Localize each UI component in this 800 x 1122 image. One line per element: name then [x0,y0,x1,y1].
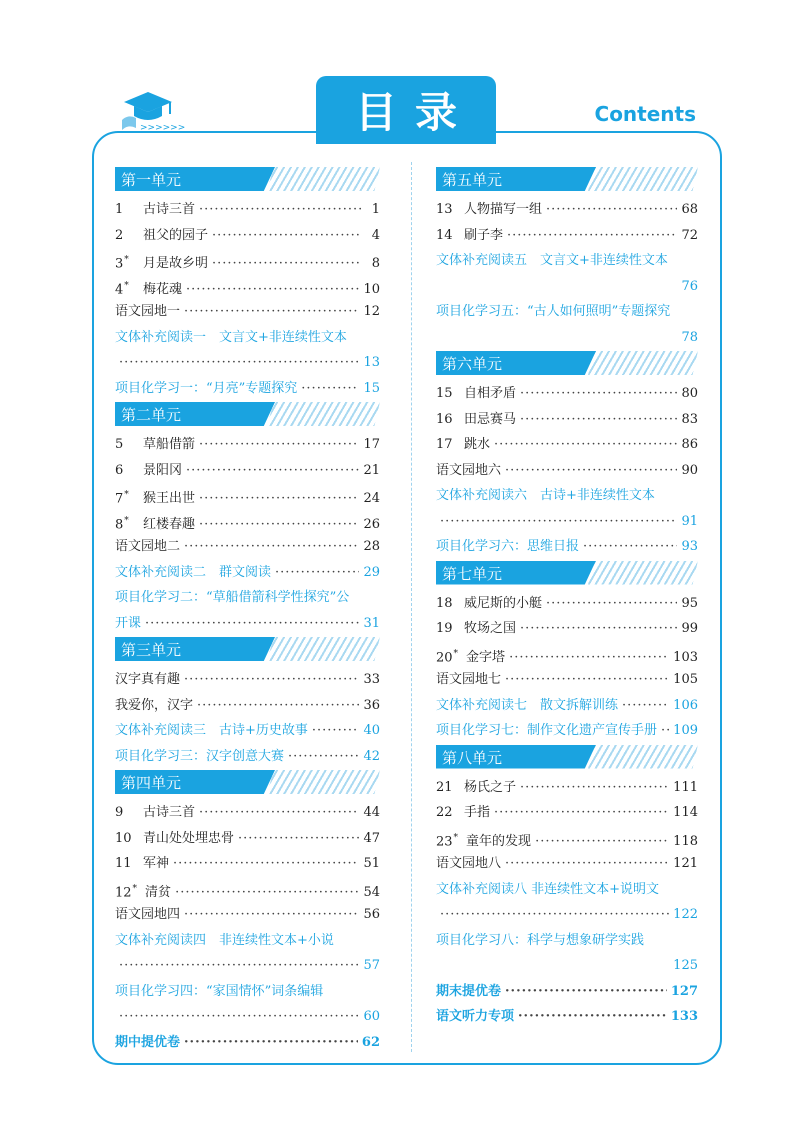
entry-title: 文体补充阅读八 非连续性文本+说明文 [436,881,660,897]
entry-star: * [453,648,459,659]
entry-title: 威尼斯的小艇 [464,595,543,611]
entry-title: 人物描写一组 [464,202,543,217]
entry-title: 项目化学习四：“家国情怀”词条编辑 [115,983,324,999]
page-number: 42 [363,748,380,764]
unit-header [436,561,698,585]
entry-title: 文体补充阅读一 文言文+非连续性文本 [115,329,347,345]
entry-title: 金字塔 [466,649,506,665]
entry-number: 21 [436,779,453,795]
entry-title: 跳水 [464,437,491,452]
page-number: 122 [673,907,698,922]
leader-dots [238,826,359,852]
leader-dots [199,800,359,826]
leader-dots [505,851,669,877]
toc-entry[interactable] [436,902,698,928]
leader-dots [507,223,677,249]
toc-entry[interactable] [436,483,698,509]
page-number: 127 [670,983,698,999]
entry-title: 文体补充阅读二 群文阅读 [115,564,272,580]
page-number: 105 [673,672,698,687]
toc-entry[interactable] [436,979,698,1005]
entry-title: 开课 [115,615,142,631]
column-divider [411,162,412,1052]
toc-entry[interactable] [436,667,698,693]
entry-title: 军神 [143,856,170,871]
page-number: 33 [363,672,380,687]
entry-title: 自相矛盾 [464,386,517,401]
entry-number: 13 [436,202,453,217]
toc-entry[interactable] [436,775,698,801]
page-number: 72 [681,227,698,243]
entry-title: 汉字真有趣 [115,672,181,687]
entry-title: 语文园地七 [436,672,502,687]
entry-title: 牧场之国 [464,621,517,636]
entry-title: 项目化学习七：制作文化遗产宣传手册 [436,723,658,738]
toc-entry[interactable] [436,851,698,877]
page-number: 29 [363,564,380,580]
leader-dots [197,693,359,719]
toc-entry[interactable] [115,744,380,770]
page-number: 80 [681,386,698,401]
unit-header [436,351,698,375]
page-number: 60 [363,1009,380,1024]
toc-entry[interactable] [115,350,380,376]
page-number: 90 [681,462,698,478]
toc-entry[interactable] [115,877,380,903]
page-number: 12 [363,304,380,319]
entry-number: 19 [436,621,453,636]
entry-title: 清贫 [145,884,172,900]
toc-entry[interactable] [115,248,380,274]
toc-left-column [115,166,380,1055]
page-number: 86 [681,437,698,452]
entry-title: 手指 [464,805,491,820]
unit-header-stripes [267,167,380,191]
leader-dots [288,744,359,770]
toc-entry[interactable] [436,299,698,325]
toc-entry[interactable] [115,928,380,954]
toc-entry[interactable] [115,325,380,351]
unit-title: 第七单元 [442,564,503,583]
entry-title: 项目化学习五：“古人如何照明”专题探究 [436,304,671,319]
leader-dots [505,458,677,484]
entry-number: 17 [436,437,453,452]
unit-title: 第六单元 [442,355,503,373]
toc-entry[interactable] [436,248,698,274]
entry-number: 12* [115,883,138,900]
toc-entry[interactable] [436,1004,698,1030]
toc-entry[interactable] [436,274,698,300]
entry-title: 青山处处埋忠骨 [143,830,235,846]
page-number: 24 [363,491,380,507]
entry-number: 11 [115,856,132,871]
page-number: 21 [363,462,380,478]
toc-entry[interactable] [436,458,698,484]
leader-dots [312,718,360,744]
leader-dots [505,979,667,1005]
entry-number: 14 [436,227,453,243]
entry-number: 9 [115,805,124,820]
page-number: 99 [681,621,698,636]
svg-text:>>>>>>: >>>>>> [140,123,186,133]
page-number: 54 [363,884,380,900]
entry-title: 项目化学习三：汉字创意大赛 [115,748,285,764]
entry-title: 祖父的园子 [143,227,209,243]
entry-title: 语文园地六 [436,462,502,478]
toc-right-column [436,166,698,1030]
leader-dots [184,1030,358,1056]
unit-title: 第四单元 [121,774,182,792]
page-number: 111 [673,779,698,795]
leader-dots [583,534,677,560]
entry-number: 1 [115,202,124,217]
entry-title: 文体补充阅读三 古诗+历史故事 [115,723,308,738]
toc-entry[interactable] [436,877,698,903]
leader-dots [518,1004,667,1030]
entry-title: 我爱你，汉字 [115,697,194,713]
page-number: 95 [681,595,698,611]
leader-dots [661,718,669,744]
entry-title: 文体补充阅读六 古诗+非连续性文本 [436,488,655,503]
unit-title: 第五单元 [442,171,503,189]
entry-star: * [124,280,129,291]
entry-title: 语文园地八 [436,856,502,871]
page-number: 91 [681,513,698,529]
leader-dots [301,376,359,402]
entry-number: 22 [436,805,453,820]
entry-title: 杨氏之子 [464,779,517,795]
leader-dots [440,902,669,928]
unit-header-stripes [588,561,698,585]
entry-title: 项目化学习一：“月亮”专题探究 [115,380,298,396]
entry-title: 景阳冈 [143,462,183,478]
page-number: 93 [681,539,698,554]
toc-entry[interactable] [115,376,380,402]
leader-dots [119,350,359,376]
page-number: 40 [363,723,380,738]
unit-header [115,167,380,191]
entry-title: 刷子李 [464,227,504,243]
toc-entry[interactable] [115,953,380,979]
entry-number: 15 [436,386,453,401]
leader-dots [494,432,677,458]
leader-dots [199,486,359,512]
page-number: 76 [681,278,698,294]
leader-dots [520,381,677,407]
page-number: 133 [670,1009,698,1024]
unit-header [115,770,380,794]
unit-header-stripes [267,402,380,426]
entry-number: 8* [115,515,129,532]
page-number: 1 [371,202,380,217]
toc-entry[interactable] [436,534,698,560]
entry-number: 4* [115,280,129,297]
page-number: 118 [673,833,698,849]
entry-number: 10 [115,830,132,846]
leader-dots [440,509,677,535]
page-number: 78 [681,329,698,345]
toc-entry[interactable] [115,902,380,928]
toc-entry[interactable] [115,693,380,719]
toc-entry[interactable] [115,509,380,535]
page-number: 114 [673,805,698,820]
leader-dots [184,667,359,693]
page-number: 68 [681,202,698,217]
entry-title: 项目化学习六：思维日报 [436,539,580,554]
leader-dots [212,251,362,277]
entry-number: 18 [436,595,453,611]
toc-entry[interactable] [436,826,698,852]
entry-title: 文体补充阅读七 散文拆解训练 [436,697,619,713]
entry-title: 古诗三首 [143,202,196,217]
toc-entry[interactable] [436,800,698,826]
leader-dots [520,616,677,642]
entry-number: 23* [436,832,459,849]
page-number: 28 [363,539,380,554]
entry-title: 月是故乡明 [143,256,209,272]
toc-entry[interactable] [436,509,698,535]
toc-entry[interactable] [436,693,698,719]
entry-star: * [124,515,129,526]
leader-dots [505,667,669,693]
unit-header-stripes [267,637,380,661]
toc-entry[interactable] [115,223,380,249]
leader-dots [520,407,677,433]
page-number: 8 [371,256,380,272]
toc-entry[interactable] [436,928,698,954]
page-number: 125 [673,958,698,973]
page-number: 10 [363,281,380,297]
toc-entry[interactable] [436,953,698,979]
leader-dots [546,197,677,223]
entry-title: 项目化学习八：科学与想象研学实践 [436,932,645,948]
leader-dots [145,611,359,637]
toc-entry[interactable] [115,534,380,560]
entry-title: 语文园地一 [115,304,181,319]
toc-entry[interactable] [436,223,698,249]
entry-title: 梅花魂 [143,281,183,297]
toc-entry[interactable] [115,299,380,325]
toc-entry[interactable] [436,718,698,744]
page-number: 83 [681,411,698,427]
entry-title: 童年的发现 [466,833,532,849]
toc-entry[interactable] [436,407,698,433]
toc-entry[interactable] [115,826,380,852]
entry-title: 语文园地二 [115,539,181,554]
page-number: 62 [361,1034,380,1050]
entry-star: * [124,255,129,265]
unit-header [115,402,380,426]
leader-dots [494,800,669,826]
toc-entry[interactable] [436,591,698,617]
unit-header-stripes [267,770,380,794]
entry-title: 项目化学习二：“草船借箭科学性探究”公 [115,590,350,605]
toc-entry[interactable] [115,800,380,826]
unit-title: 第三单元 [121,641,182,659]
page-number: 36 [363,697,380,713]
leader-dots [186,458,359,484]
toc-entry[interactable] [115,851,380,877]
page-number: 51 [363,856,380,871]
toc-entry[interactable] [436,616,698,642]
toc-entry[interactable] [115,432,380,458]
leader-dots [546,591,677,617]
leader-dots [212,223,362,249]
unit-title: 第八单元 [442,748,503,767]
leader-dots [520,775,669,801]
entry-star: * [453,832,459,843]
page-number: 15 [363,380,380,396]
unit-header-stripes [588,745,698,769]
unit-header [436,745,698,769]
entry-star: * [132,883,138,894]
page-number: 47 [363,830,380,846]
leader-dots [199,432,359,458]
page-number: 17 [363,437,380,452]
toc-entry[interactable] [436,325,698,351]
toc-entry[interactable] [115,1004,380,1030]
entry-title: 语文听力专项 [436,1009,515,1024]
leader-dots [184,902,359,928]
leader-dots [622,693,669,719]
leader-dots [184,534,359,560]
unit-header-stripes [588,167,698,191]
toc-entry[interactable] [115,585,380,611]
page-number: 109 [673,723,698,738]
page-number: 106 [673,697,698,713]
page-number: 121 [673,856,698,871]
leader-dots [173,851,359,877]
page-number: 57 [363,958,380,973]
contents-label: Contents [594,102,696,126]
entry-number: 2 [115,227,124,243]
toc-entry[interactable] [115,667,380,693]
toc-entry[interactable] [436,197,698,223]
toc-entry[interactable] [115,611,380,637]
entry-title: 文体补充阅读五 文言文+非连续性文本 [436,253,668,268]
entry-number: 6 [115,462,124,478]
toc-entry[interactable] [115,483,380,509]
toc-entry[interactable] [115,197,380,223]
entry-title: 文体补充阅读四 非连续性文本+小说 [115,932,334,948]
entry-number: 16 [436,411,453,427]
unit-header [115,637,380,661]
leader-dots [119,1004,359,1030]
page-title: 目录 [354,88,475,137]
page-number: 103 [673,649,698,665]
unit-header [436,167,698,191]
graduation-cap-icon [118,84,188,134]
entry-title: 期末提优卷 [436,983,502,999]
unit-title: 第一单元 [121,171,182,189]
page-number: 44 [363,805,380,820]
page-number: 4 [371,227,380,243]
page-number: 26 [363,516,380,532]
toc-entry[interactable] [115,718,380,744]
unit-header-stripes [588,351,698,375]
toc-entry[interactable] [115,458,380,484]
toc-entry[interactable] [115,274,380,300]
entry-title: 田忌赛马 [464,411,517,427]
entry-title: 草船借箭 [143,437,196,452]
entry-number: 5 [115,437,124,452]
toc-entry[interactable] [115,1030,380,1056]
toc-entry[interactable] [115,979,380,1005]
toc-entry[interactable] [436,642,698,668]
leader-dots [119,953,359,979]
entry-number: 3* [115,255,129,272]
entry-star: * [124,490,129,500]
leader-dots [184,299,359,325]
toc-entry[interactable] [436,432,698,458]
entry-title: 红楼春趣 [143,516,196,532]
toc-entry[interactable] [436,381,698,407]
entry-number: 7* [115,490,129,507]
page-number: 13 [363,355,380,370]
entry-title: 猴王出世 [143,491,196,507]
leader-dots [275,560,359,586]
entry-title: 期中提优卷 [115,1034,181,1050]
unit-title: 第二单元 [121,406,182,424]
leader-dots [199,197,362,223]
page-number: 31 [363,615,380,631]
toc-entry[interactable] [115,560,380,586]
page-number: 56 [363,907,380,922]
entry-title: 古诗三首 [143,805,196,820]
entry-number: 20* [436,648,459,665]
entry-title: 语文园地四 [115,907,181,922]
